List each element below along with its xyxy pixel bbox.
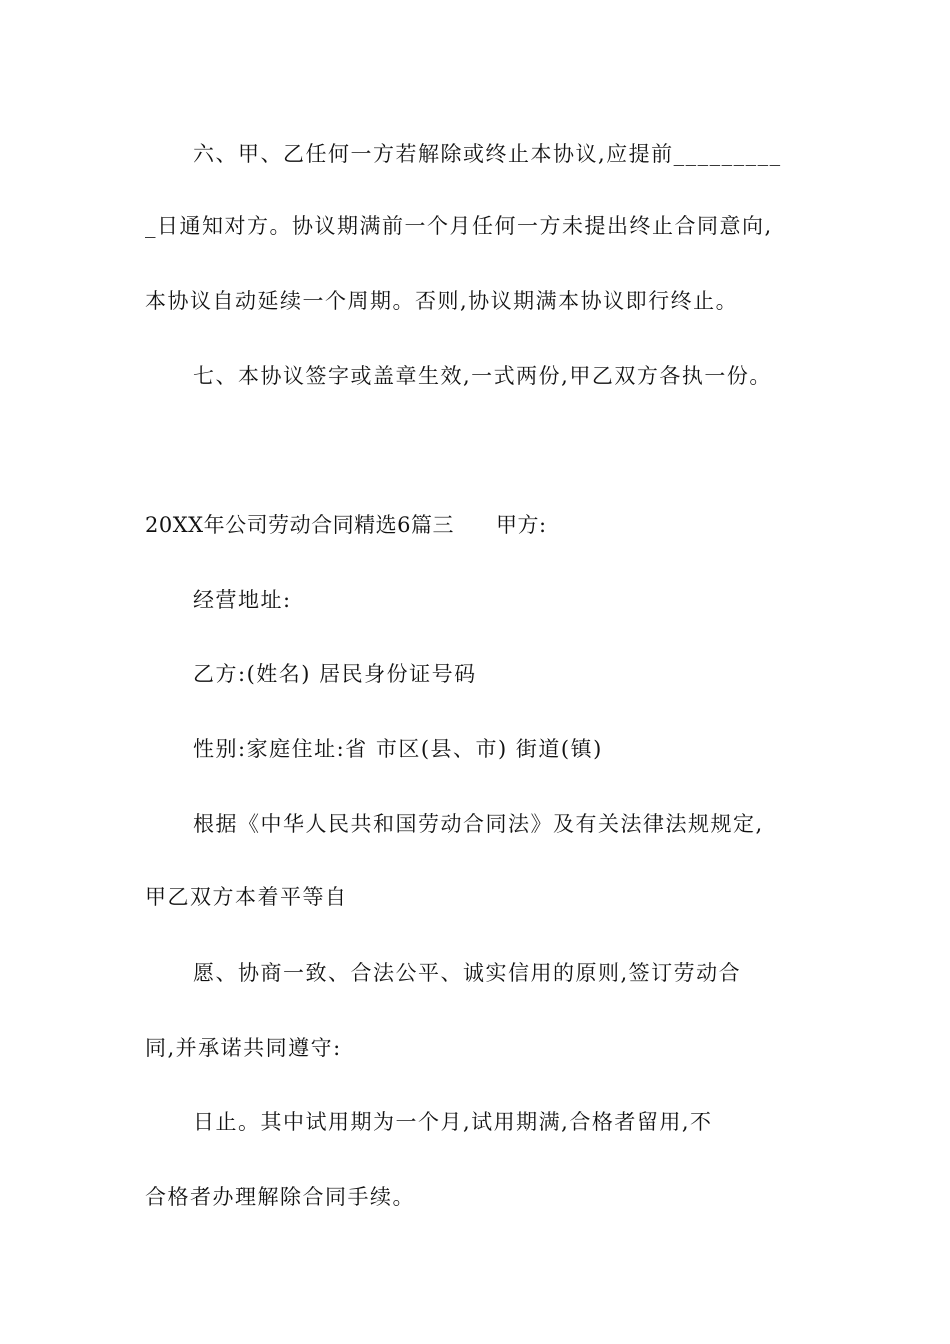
probation-line-2: 合格者办理解除合同手续。 [145,1185,415,1209]
party-a-label: 甲方: [495,513,547,537]
clause-six-line-1: 六、甲、乙任何一方若解除或终止本协议,应提前_________ [193,142,782,166]
legal-basis-line-2: 甲乙双方本着平等自 [145,885,348,909]
section-heading [145,510,825,540]
clause-six-line-3: 本协议自动延续一个周期。否则,协议期满本协议即行终止。 [145,289,739,313]
principles-line-1: 愿、协商一致、合法公平、诚实信用的原则,签订劳动合 [193,961,742,985]
gender-address-line: 性别:家庭住址:省 市区(县、市) 街道(镇) [193,737,603,761]
business-address-label: 经营地址: [193,588,292,612]
section-title: 20XX年公司劳动合同精选6篇三 [145,513,454,537]
legal-basis-line-1: 根据《中华人民共和国劳动合同法》及有关法律法规规定, [193,812,764,836]
clause-seven: 七、本协议签字或盖章生效,一式两份,甲乙双方各执一份。 [193,364,772,388]
clause-six-line-2: _日通知对方。协议期满前一个月任何一方未提出终止合同意向, [145,214,773,238]
principles-line-2: 同,并承诺共同遵守: [145,1036,342,1060]
party-b-label: 乙方:(姓名) 居民身份证号码 [193,662,477,686]
probation-line-1: 日止。其中试用期为一个月,试用期满,合格者留用,不 [193,1110,713,1134]
